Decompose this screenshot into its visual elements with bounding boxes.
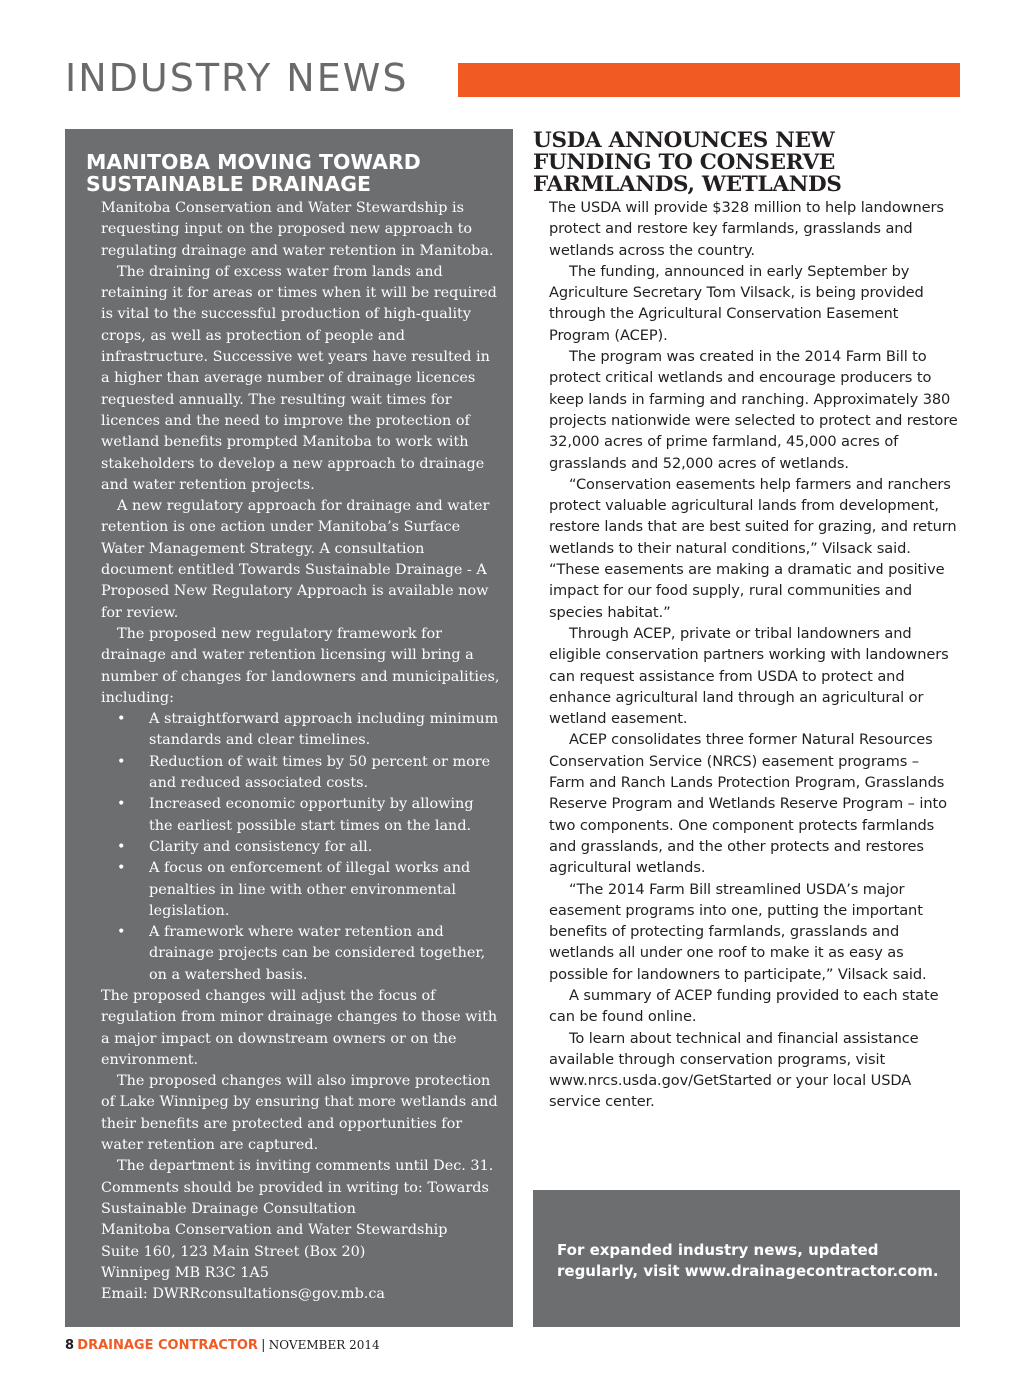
sidebar-article bbox=[65, 129, 513, 1327]
main-paragraph: The program was created in the 2014 Farm Bill to protect critical wetlands and encourage producers to keep lands in farming and ranching. Approximately 380 projects nationwide were selected to protect and restore 32,000 acres of prime farmland, 45,000 acres of grasslands and 52,000 acres of wetlands. bbox=[549, 348, 958, 472]
main-paragraph: To learn about technical and financial assistance available through conservation programs, visit www.nrcs.usda.gov/GetStarted or your local USDA service center. bbox=[549, 1029, 919, 1111]
sidebar-paragraph: The draining of excess water from lands and retaining it for areas or times when it will be required is vital to the successful production of high-quality crops, as well as protection of people and infrastructure. Successive wet years have resulted in a higher than average number of drainage licences requested annually. The resulting wait times for licences and the need to improve the protection of wetland benefits prompted Manitoba to work with stakeholders to develop a new approach to drainage and water retention projects. bbox=[101, 263, 497, 493]
sidebar-paragraph: The proposed changes will adjust the focus of regulation from minor drainage changes to those with a major impact on downstream owners or on the environment. bbox=[101, 987, 498, 1068]
main-paragraph: A summary of ACEP funding provided to each state can be found online. bbox=[549, 986, 939, 1026]
promo-text[interactable]: For expanded industry news, updated regularly, visit www.drainagecontractor.com. bbox=[557, 1241, 939, 1280]
bullet-icon: • bbox=[117, 753, 126, 770]
bullet-icon: • bbox=[117, 860, 126, 877]
main-paragraph: ACEP consolidates three former Natural Resources Conservation Service (NRCS) easement programs – Farm and Ranch Lands Protection Program, Grasslands Reserve Program and Wetlands Reserve Program – into two components. One component protects farmlands and grasslands, and the other protects and restores agricultural wetlands. bbox=[549, 731, 947, 877]
bullet-icon: • bbox=[117, 924, 126, 941]
address-line: Winnipeg MB R3C 1A5 bbox=[101, 1264, 269, 1281]
list-item: • A straightforward approach including minimum standards and clear timelines. bbox=[117, 711, 499, 749]
bullet-list bbox=[101, 709, 501, 986]
main-paragraph: Through ACEP, private or tribal landowners and eligible conservation partners working with landowners can request assistance from USDA to protect and enhance agricultural land through an agricultural or wetland easement. bbox=[549, 624, 949, 728]
issue-date: NOVEMBER 2014 bbox=[268, 1338, 380, 1352]
main-paragraph: The funding, announced in early September by Agriculture Secretary Tom Vilsack, is being provided through the Agricultural Conservation Easement Program (ACEP). bbox=[549, 262, 924, 344]
address-line: Suite 160, 123 Main Street (Box 20) bbox=[101, 1243, 366, 1260]
main-article-body bbox=[549, 197, 959, 1113]
main-article-title: USDA ANNOUNCES NEW FUNDING TO CONSERVE FARMLANDS, WETLANDS bbox=[533, 128, 842, 197]
list-item: • A framework where water retention and drainage projects can be considered together, on a watershed basis. bbox=[117, 924, 486, 983]
sidebar-paragraph: The proposed changes will also improve protection of Lake Winnipeg by ensuring that more wetlands and their benefits are protected and opportunities for water retention are captured. bbox=[101, 1073, 498, 1154]
main-paragraph: “The 2014 Farm Bill streamlined USDA’s major easement programs into one, putting the important benefits of protecting farmlands, grasslands and wetlands all under one roof to make it as easy as possible for landowners to participate,” Vilsack said. bbox=[549, 880, 927, 983]
sidebar-article-body bbox=[101, 198, 501, 1305]
sidebar-paragraph: The proposed new regulatory framework for drainage and water retention licensing will bring a number of changes for landowners and municipalities, including: bbox=[101, 625, 500, 706]
main-paragraph: The USDA will provide $328 million to help landowners protect and restore key farmlands, grasslands and wetlands across the country. bbox=[549, 199, 944, 259]
list-item: • Clarity and consistency for all. bbox=[101, 837, 501, 858]
header-accent-bar bbox=[458, 63, 960, 97]
page-footer bbox=[65, 1335, 380, 1356]
list-item: • Increased economic opportunity by allowing the earliest possible start times on the land. bbox=[117, 796, 474, 834]
main-paragraph: “Conservation easements help farmers and ranchers protect valuable agricultural lands from development, restore lands that are best suited for grazing, and return wetlands to their natural conditions,” Vilsack said. “These easements are making a dramatic and positive impact for our food supply, rural communities and species habitat.” bbox=[549, 475, 957, 621]
bullet-icon: • bbox=[117, 711, 126, 728]
sidebar-paragraph: A new regulatory approach for drainage and water retention is one action under Manitoba’s Surface Water Management Strategy. A consultation document entitled Towards Sustainable Drainage - A Proposed New Regulatory Approach is available now for review. bbox=[101, 498, 490, 621]
page-number: 8 bbox=[65, 1338, 75, 1353]
sidebar-paragraph: Manitoba Conservation and Water Stewardship is requesting input on the proposed new approach to regulating drainage and water retention in Manitoba. bbox=[101, 200, 494, 259]
sidebar-article-title: MANITOBA MOVING TOWARD SUSTAINABLE DRAINAGE bbox=[86, 150, 421, 196]
sidebar-paragraph: The department is inviting comments until Dec. 31. Comments should be provided in writing to: Towards Sustainable Drainage Consultation bbox=[101, 1158, 494, 1217]
bullet-icon: • bbox=[117, 796, 126, 813]
bullet-icon: • bbox=[117, 838, 126, 855]
list-item: • Reduction of wait times by 50 percent or more and reduced associated costs. bbox=[117, 753, 491, 792]
contact-email[interactable]: Email: DWRRconsultations@gov.mb.ca bbox=[101, 1286, 386, 1303]
list-item: • A focus on enforcement of illegal works and penalties in line with other environmental legislation. bbox=[117, 860, 471, 919]
footer-separator: | bbox=[261, 1338, 266, 1353]
address-line: Manitoba Conservation and Water Stewardship bbox=[101, 1222, 448, 1239]
magazine-name: DRAINAGE CONTRACTOR bbox=[77, 1338, 258, 1353]
section-title: INDUSTRY NEWS bbox=[65, 56, 409, 100]
promo-box bbox=[533, 1190, 960, 1327]
